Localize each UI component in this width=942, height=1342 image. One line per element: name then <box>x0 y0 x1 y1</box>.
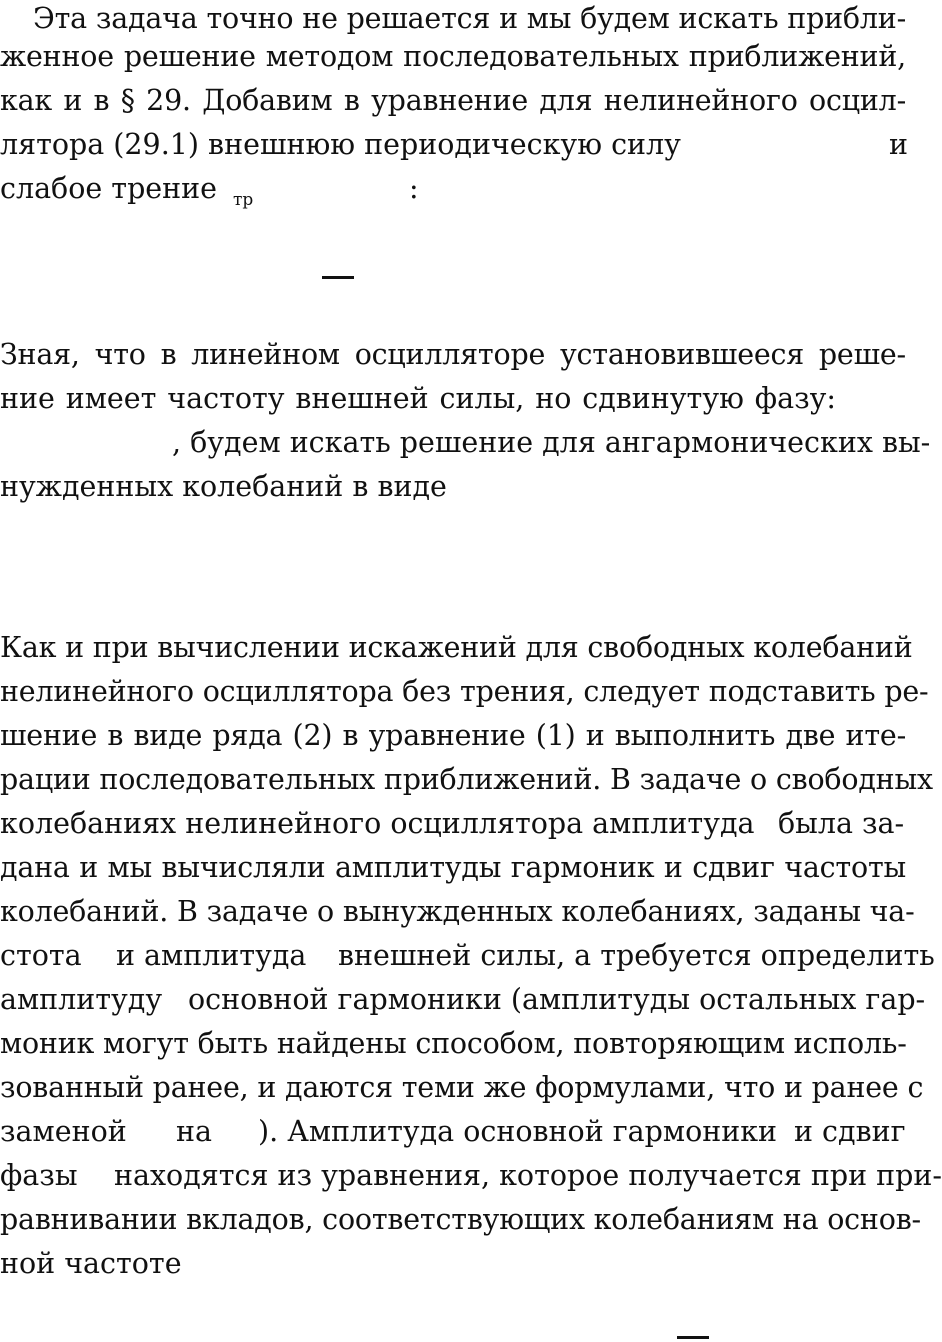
text-line: моник могут быть найдены способом, повторяющим исполь- <box>0 1027 907 1060</box>
text-line: как и в § 29. Добавим в уравнение для нелинейного осцил- <box>0 84 906 117</box>
text-fragment: и сдвиг <box>794 1115 906 1148</box>
text-line: Как и при вычислении искажений для свободных колебаний <box>0 631 913 664</box>
text-fragment: колебаниях нелинейного осциллятора амплитуда <box>0 807 755 840</box>
text-fragment: внешней силы, а требуется определить <box>338 939 935 972</box>
text-fragment: : <box>409 172 419 205</box>
text-fragment: ). Амплитуда основной гармоники <box>258 1115 778 1148</box>
text-line: шение в виде ряда (2) в уравнение (1) и выполнить две ите- <box>0 719 906 752</box>
text-line: равнивании вкладов, соответствующих колебаниям на основ- <box>0 1203 921 1236</box>
text-fragment: основной гармоники (амплитуды остальных гар- <box>188 983 926 1016</box>
text-line: ние имеет частоту внешней силы, но сдвинутую фазу: <box>0 382 836 415</box>
text-fragment: и <box>889 128 908 161</box>
fraction-bar <box>677 1336 709 1339</box>
text-fragment: заменой <box>0 1115 127 1148</box>
text-fragment: амплитуду <box>0 983 163 1016</box>
subscript-tr: тр <box>233 190 254 210</box>
text-line: нужденных колебаний в виде <box>0 470 447 503</box>
text-line: Зная, что в линейном осцилляторе установившееся реше- <box>0 338 906 371</box>
text-fragment: фазы <box>0 1159 78 1192</box>
fraction-bar <box>322 276 354 279</box>
text-line: колебаний. В задаче о вынужденных колебаниях, заданы ча- <box>0 895 915 928</box>
text-line: Эта задача точно не решается и мы будем искать прибли- <box>33 2 906 35</box>
text-line: нелинейного осциллятора без трения, следует подставить ре- <box>0 675 929 708</box>
text-fragment: находятся из уравнения, которое получается при при- <box>114 1159 942 1192</box>
text-line: лятора (29.1) внешнюю периодическую силу <box>0 128 681 161</box>
text-line: ной частоте <box>0 1247 182 1280</box>
text-line: дана и мы вычисляли амплитуды гармоник и сдвиг частоты <box>0 851 906 884</box>
text-fragment: была за- <box>778 807 905 840</box>
text-fragment: на <box>176 1115 212 1148</box>
text-line: рации последовательных приближений. В задаче о свободных <box>0 763 933 796</box>
text-line: слабое трение <box>0 172 218 205</box>
text-fragment: и амплитуда <box>116 939 307 972</box>
text-line: , будем искать решение для ангармонических вы- <box>172 426 931 459</box>
text-line: женное решение методом последовательных приближений, <box>0 40 906 73</box>
text-line: зованный ранее, и даются теми же формулами, что и ранее с <box>0 1071 924 1104</box>
text-fragment: стота <box>0 939 82 972</box>
